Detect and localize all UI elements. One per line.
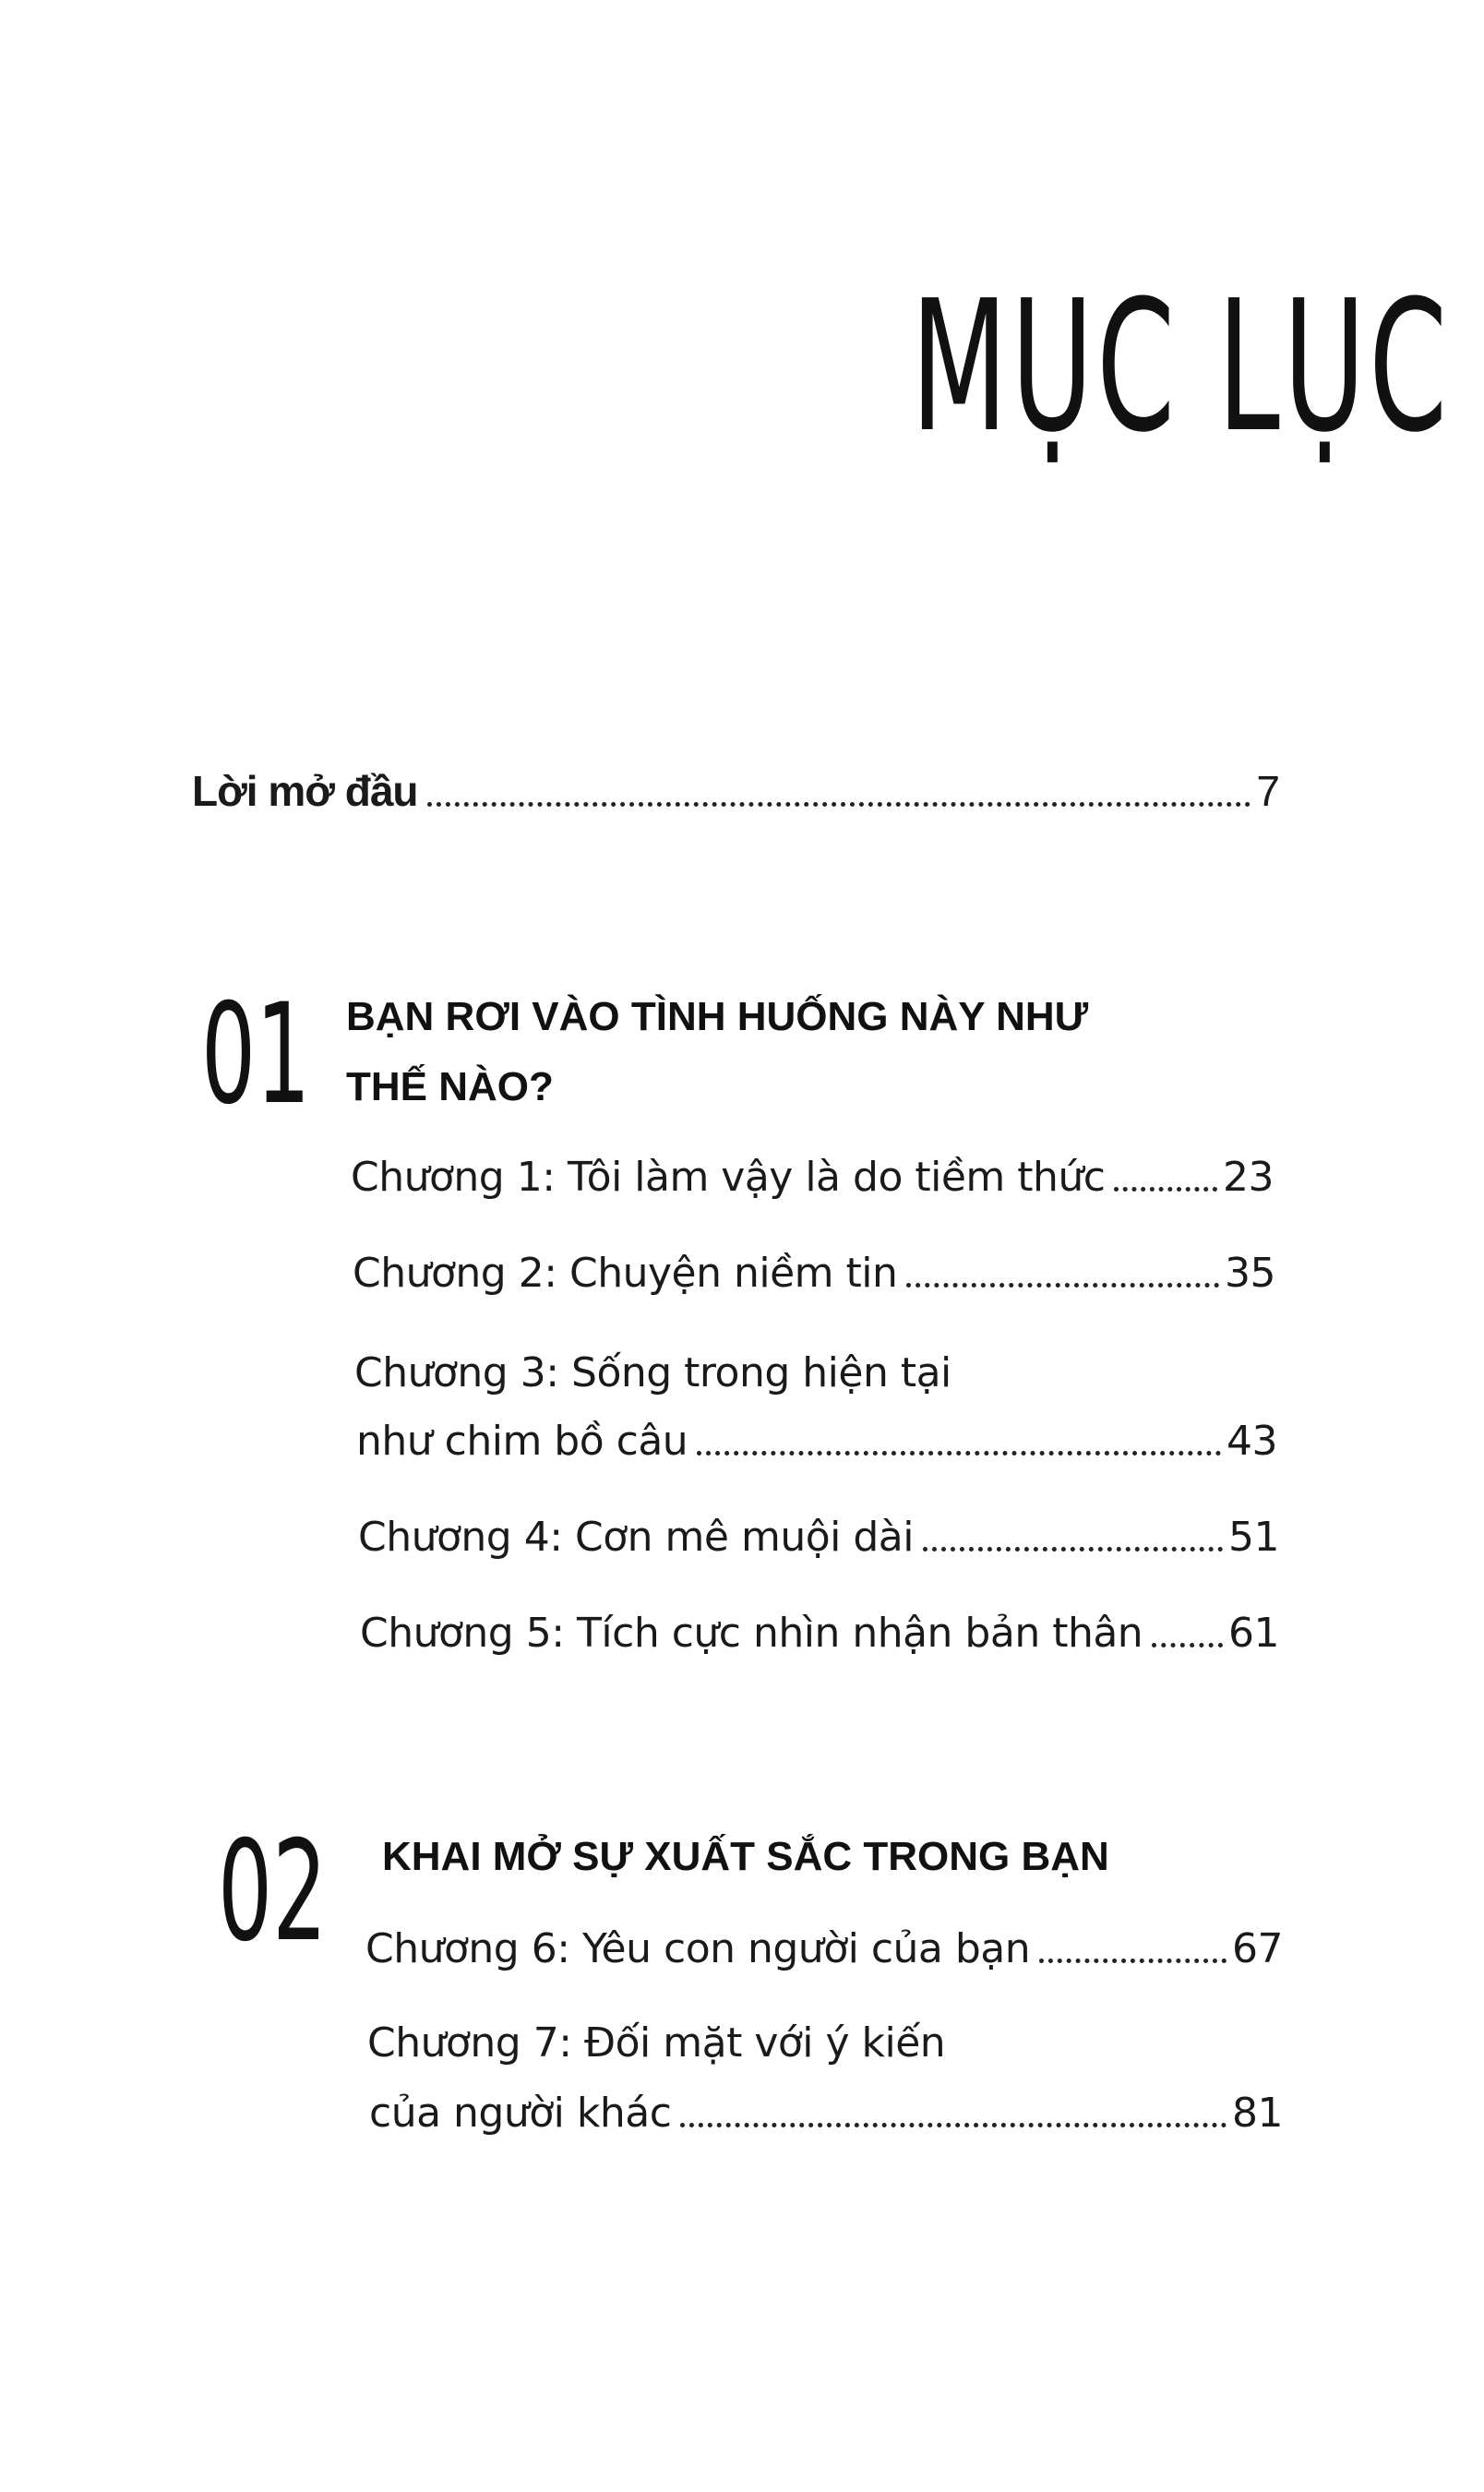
toc-entry-page: 51 <box>1228 1514 1279 1561</box>
page-title: MỤC LỤC <box>911 262 1451 473</box>
toc-entry-chapter-7[interactable] <box>369 2090 1283 2137</box>
toc-entry-chapter-6[interactable] <box>365 1925 1283 1972</box>
toc-entry-page: 61 <box>1228 1610 1279 1657</box>
dot-leader <box>906 1283 1219 1288</box>
toc-entry-intro[interactable] <box>192 766 1279 816</box>
toc-entry-label: của người khác <box>369 2090 672 2137</box>
dot-leader <box>1152 1643 1223 1647</box>
toc-entry-chapter-3-line1[interactable]: Chương 3: Sống trong hiện tại <box>354 1349 951 1396</box>
toc-entry-chapter-7-line1[interactable]: Chương 7: Đối mặt với ý kiến <box>367 2019 946 2067</box>
toc-entry-chapter-1[interactable] <box>351 1154 1274 1201</box>
toc-entry-page: 35 <box>1225 1250 1275 1297</box>
part-number: 02 <box>218 1812 328 1972</box>
toc-entry-chapter-3[interactable] <box>356 1418 1277 1465</box>
toc-entry-label: Chương 6: Yêu con người của bạn <box>365 1925 1031 1972</box>
dot-leader <box>680 2123 1227 2127</box>
dot-leader <box>1114 1187 1217 1192</box>
toc-entry-label: Chương 5: Tích cực nhìn nhận bản thân <box>360 1610 1143 1657</box>
toc-entry-chapter-5[interactable] <box>360 1610 1279 1657</box>
toc-entry-label: Chương 1: Tôi làm vậy là do tiềm thức <box>351 1154 1106 1201</box>
toc-entry-label: Chương 4: Cơn mê muội dài <box>358 1514 914 1561</box>
toc-entry-page: 43 <box>1227 1418 1277 1465</box>
part-number: 01 <box>201 975 311 1135</box>
dot-leader <box>427 802 1251 807</box>
toc-entry-page: 81 <box>1232 2090 1283 2137</box>
toc-entry-label: Chương 2: Chuyện niềm tin <box>353 1250 898 1297</box>
part-title: BẠN RƠI VÀO TÌNH HUỐNG NÀY NHƯ <box>346 994 1089 1039</box>
toc-entry-page: 23 <box>1223 1154 1274 1201</box>
toc-entry-page: 7 <box>1256 767 1279 815</box>
part-title: KHAI MỞ SỰ XUẤT SẮC TRONG BẠN <box>382 1834 1109 1879</box>
dot-leader <box>697 1451 1221 1456</box>
dot-leader <box>1039 1959 1227 1963</box>
toc-entry-page: 67 <box>1232 1925 1283 1972</box>
part-title-continued: THẾ NÀO? <box>346 1064 554 1109</box>
toc-entry-label: như chim bồ câu <box>356 1418 688 1465</box>
toc-entry-chapter-4[interactable] <box>358 1514 1279 1561</box>
dot-leader <box>923 1547 1223 1552</box>
toc-entry-label: Lời mở đầu <box>192 767 418 815</box>
toc-entry-chapter-2[interactable] <box>353 1250 1275 1297</box>
